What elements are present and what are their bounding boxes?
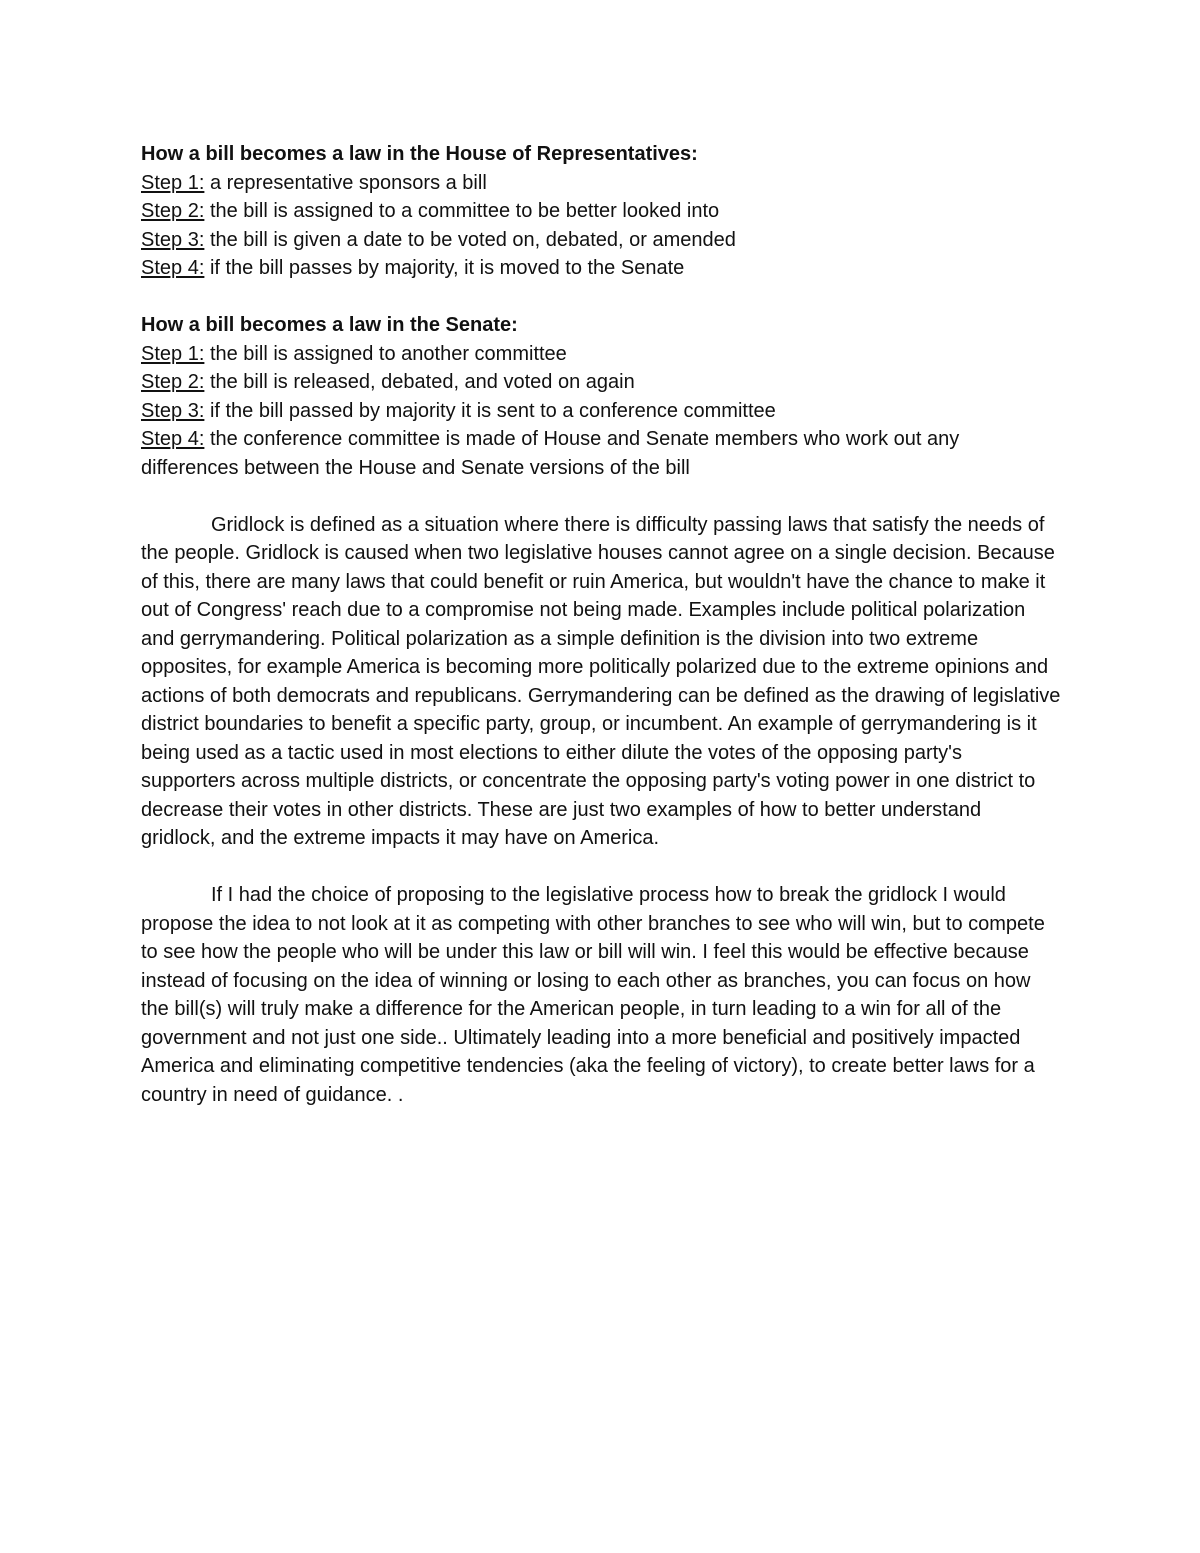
house-step-1-text: a representative sponsors a bill xyxy=(204,171,487,194)
house-heading: How a bill becomes a law in the House of Representatives: xyxy=(141,143,698,165)
gridlock-paragraph: Gridlock is defined as a situation where there is difficulty passing laws that satisfy the needs of the people. Gridlock is caused when two legislative houses cannot agree on a single decision. Because of this, there are many laws that could benefit or ruin America, but wouldn't have the chance to make it out of Congress' reach due to a compromise not being made. Examples include political polarization and gerrymandering. Political polarization as a simple definition is the division into two extreme opposites, for example America is becoming more politically polarized due to the extreme opinions and actions of both democrats and republicans. Gerrymandering can be defined as the drawing of legislative district boundaries to benefit a specific party, group, or incumbent. An example of gerrymandering is it being used as a tactic used in most elections to either dilute the votes of the opposing party's supporters across multiple districts, or concentrate the opposing party's voting power in one district to decrease their votes in other districts. These are just two examples of how to better understand gridlock, and the extreme impacts it may have on America. xyxy=(141,513,1061,849)
house-step-2-label: Step 2: xyxy=(141,200,205,222)
house-step-2 xyxy=(141,197,1061,226)
senate-step-1-label: Step 1: xyxy=(141,342,205,365)
house-step-4-text: if the bill passes by majority, it is moved to the Senate xyxy=(204,257,685,279)
house-step-4-label: Step 4: xyxy=(141,257,205,279)
house-step-3-text: the bill is given a date to be voted on, debated, or amended xyxy=(204,228,736,251)
house-step-1 xyxy=(141,169,1061,198)
senate-step-3-label: Step 3: xyxy=(141,399,205,422)
proposal-paragraph: If I had the choice of proposing to the legislative process how to break the gridlock I would propose the idea to not look at it as competing with other branches to see who will win, but to compete to see how the people who will be under this law or bill will win. I feel this would be effective because instead of focusing on the idea of winning or losing to each other as branches, you can focus on how the bill(s) will truly make a difference for the American people, in turn leading to a win for all of the government and not just one side.. Ultimately leading into a more beneficial and positively impacted America and eliminating competitive tendencies (aka the feeling of victory), to create better laws for a country in need of guidance. . xyxy=(141,884,1045,1106)
section-spacer xyxy=(141,283,1061,312)
senate-step-2-label: Step 2: xyxy=(141,371,205,393)
senate-step-1 xyxy=(141,340,1061,369)
house-step-3-label: Step 3: xyxy=(141,228,205,251)
house-step-3 xyxy=(141,226,1061,255)
senate-heading: How a bill becomes a law in the Senate: xyxy=(141,314,518,336)
senate-step-1-text: the bill is assigned to another committee xyxy=(204,342,567,365)
section-spacer xyxy=(141,482,1061,511)
senate-step-3-text: if the bill passed by majority it is sent to a conference committee xyxy=(204,399,776,422)
house-step-1-label: Step 1: xyxy=(141,171,205,194)
document-page xyxy=(141,140,1061,1109)
house-step-2-text: the bill is assigned to a committee to be better looked into xyxy=(204,200,720,222)
house-step-4 xyxy=(141,254,1061,283)
senate-step-4-text: the conference committee is made of House and Senate members who work out any differences between the House and Senate versions of the bill xyxy=(141,428,960,479)
section-spacer xyxy=(141,853,1061,882)
senate-step-4 xyxy=(141,425,1061,482)
senate-step-2 xyxy=(141,368,1061,397)
senate-step-4-label: Step 4: xyxy=(141,428,205,450)
senate-step-3 xyxy=(141,397,1061,426)
senate-step-2-text: the bill is released, debated, and voted on again xyxy=(204,371,635,393)
